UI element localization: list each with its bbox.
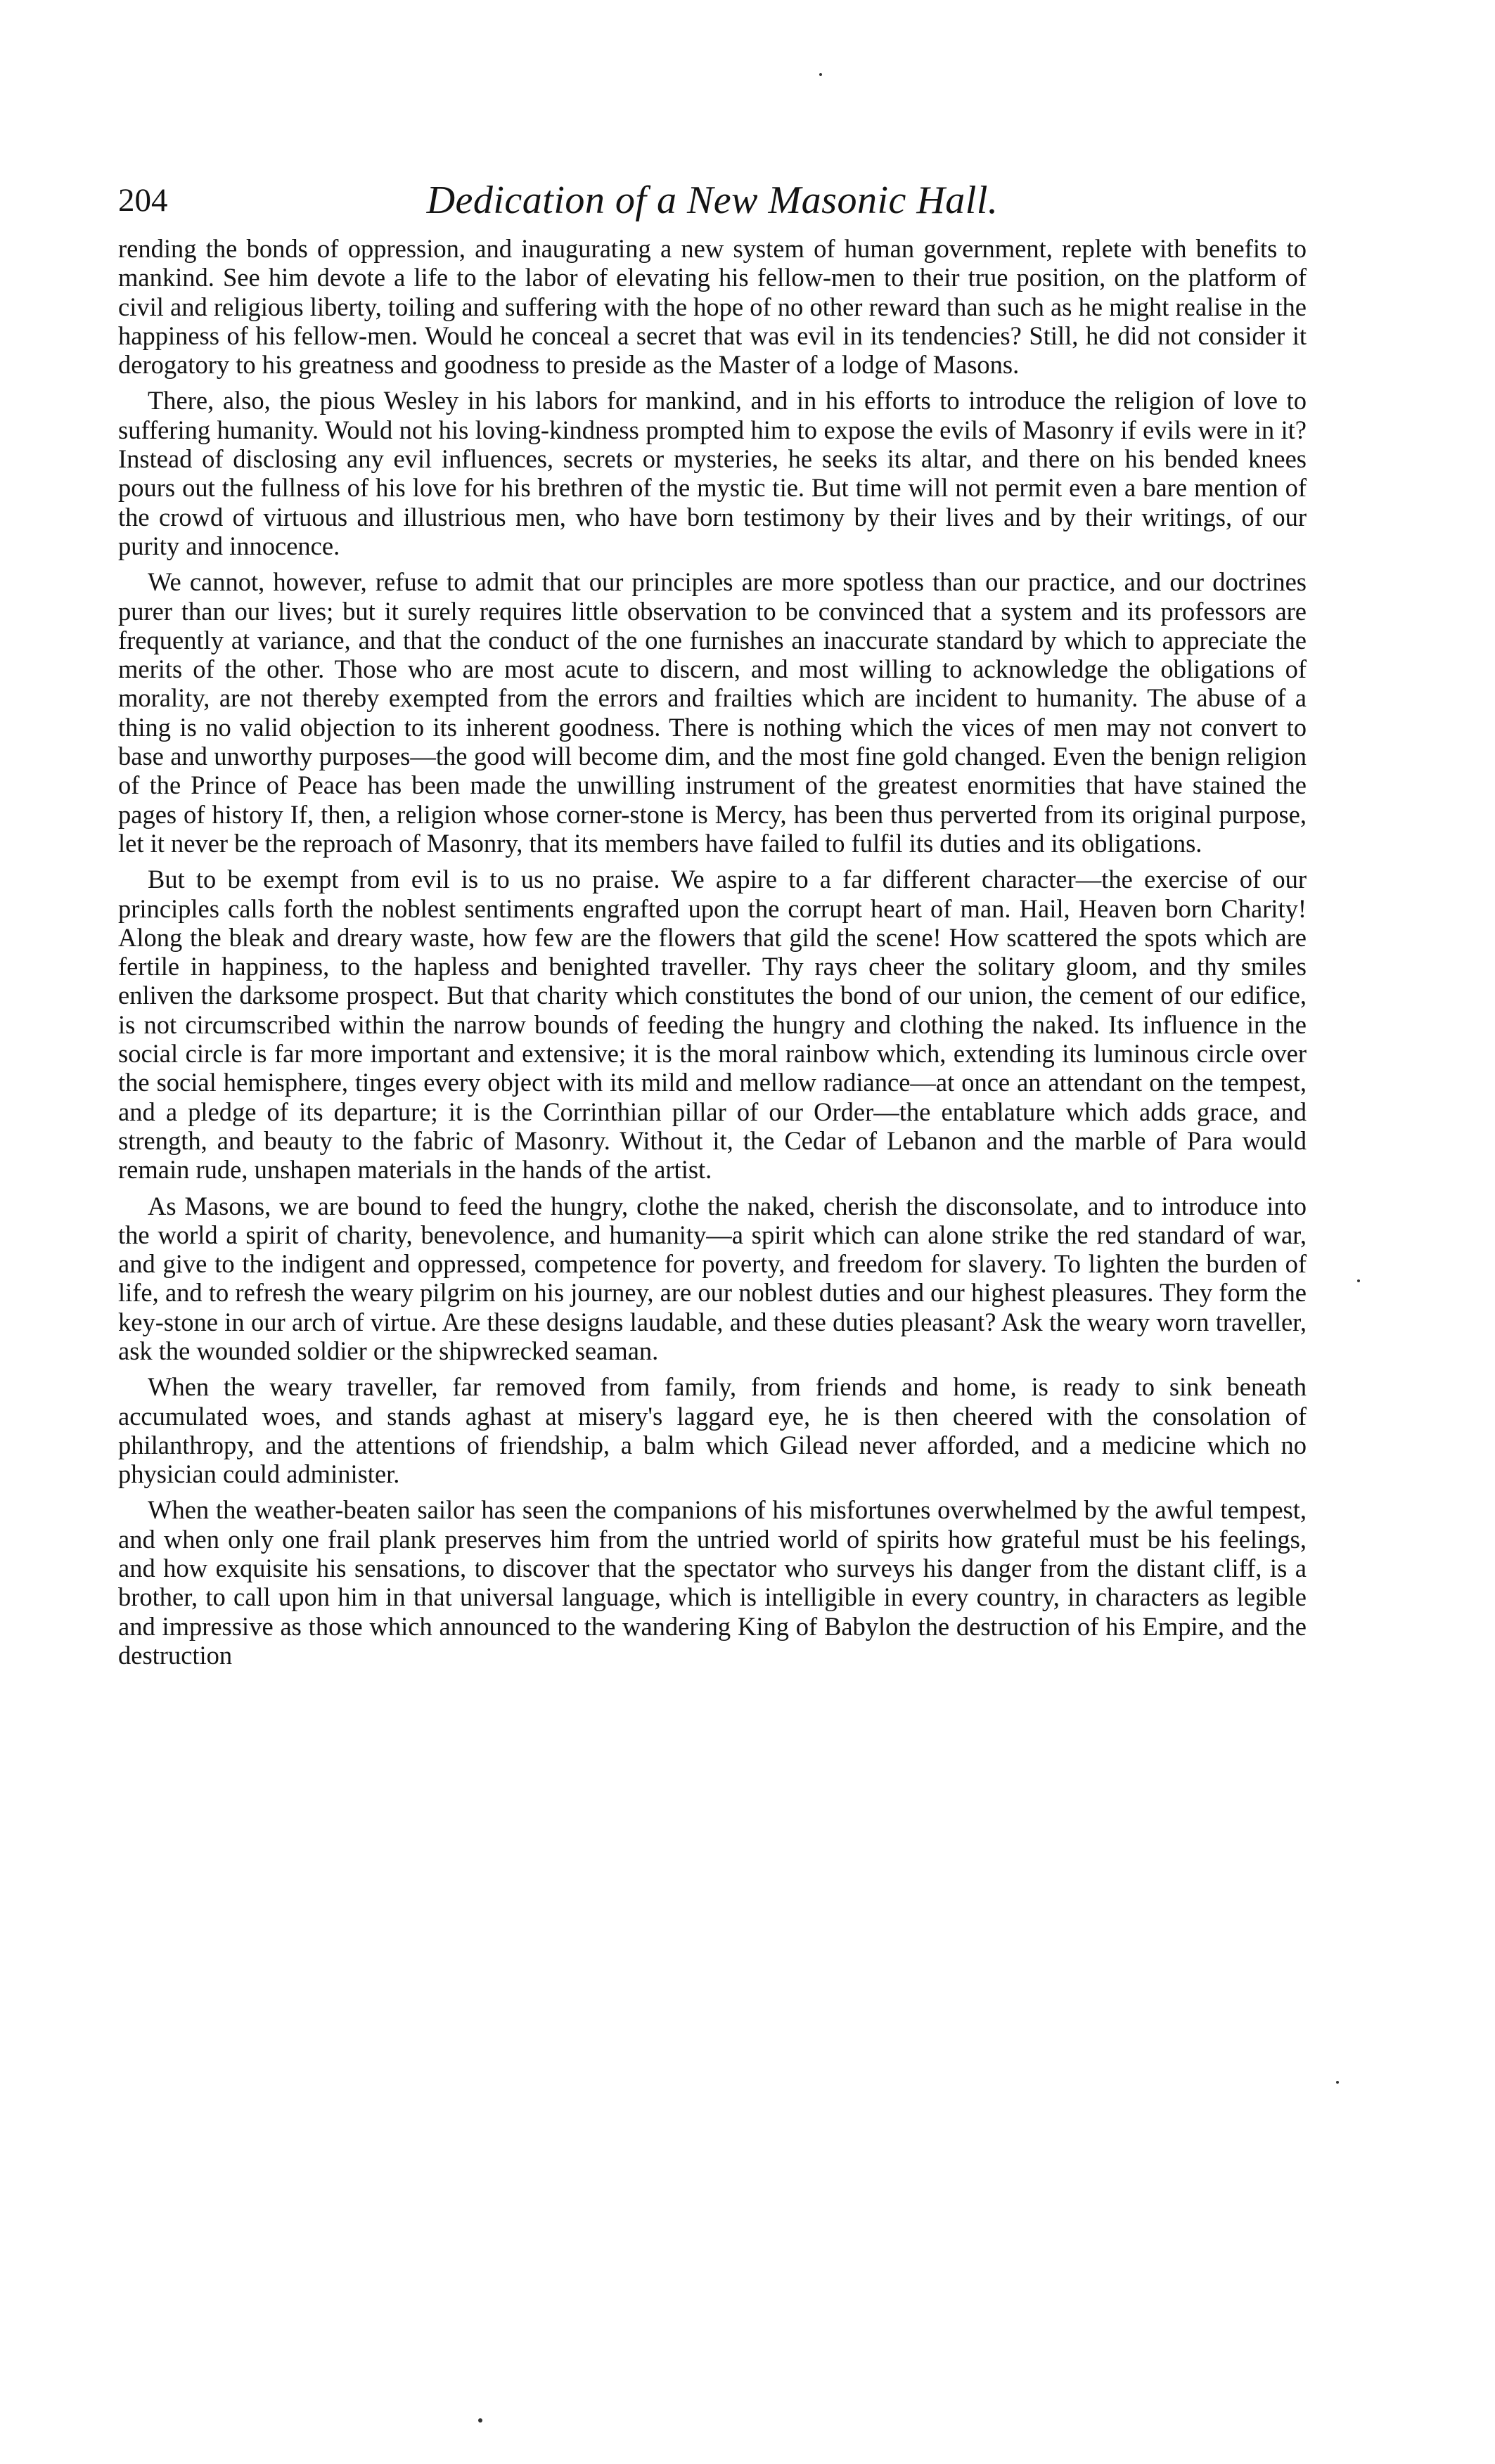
running-title: Dedication of a New Masonic Hall. bbox=[426, 179, 999, 222]
page-number: 204 bbox=[118, 182, 168, 219]
paragraph-4: But to be exempt from evil is to us no praise. We aspire to a far different character—the exercise of our principles calls forth the noblest sentiments engrafted upon the corrupt heart of man. Hail, Heaven born Charity! Along the bleak and dreary waste, how few are the flowers that gild the scene! How scattered the spots which are fertile in happiness, to the hapless and benighted traveller. Thy rays cheer the solitary gloom, and thy smiles enliven the darksome prospect. But that charity which constitutes the bond of our union, the cement of our edifice, is not circumscribed within the narrow bounds of feeding the hungry and clothing the naked. Its influence in the social circle is far more important and extensive; it is the moral rainbow which, extending its luminous circle over the social hemisphere, tinges every object with its mild and mellow radiance—at once an attendant on the tempest, and a pledge of its departure; it is the Corrinthian pillar of our Order—the entablature which adds grace, and strength, and beauty to the fabric of Masonry. Without it, the Cedar of Lebanon and the marble of Para would remain rude, unshapen materials in the hands of the artist. bbox=[118, 865, 1307, 1185]
paragraph-7: When the weather-beaten sailor has seen the companions of his misfortunes overwhelmed by the awful tempest, and when only one frail plank preserves him from the untried world of spirits how grateful must be his feelings, and how exquisite his sensations, to discover that the spectator who surveys his danger from the distant cliff, is a brother, to call upon him in that universal language, which is intelligible in every country, in characters as legible and impressive as those which announced to the wandering King of Babylon the destruction of his Empire, and the destruction bbox=[118, 1495, 1307, 1670]
page-speck-right-2 bbox=[1336, 2081, 1339, 2084]
paragraph-1: rending the bonds of oppression, and inaugurating a new system of human government, replete with benefits to mankind. See him devote a life to the labor of elevating his fellow-men to their true position, on the platform of civil and religious liberty, toiling and suffering with the hope of no other reward than such as he might realise in the happiness of his fellow-men. Would he conceal a secret that was evil in its tendencies? Still, he did not consider it derogatory to his greatness and goodness to preside as the Master of a lodge of Masons. bbox=[118, 234, 1307, 380]
paragraph-3: We cannot, however, refuse to admit that our principles are more spotless than our practice, and our doctrines purer than our lives; but it surely requires little observation to be convinced that a system and its professors are frequently at variance, and that the conduct of the one furnishes an inaccurate standard by which to appreciate the merits of the other. Those who are most acute to discern, and most willing to acknowledge the obligations of morality, are not thereby exempted from the errors and frailties which are incident to humanity. The abuse of a thing is no valid objection to its inherent goodness. There is nothing which the vices of men may not convert to base and unworthy purposes—the good will become dim, and the most fine gold changed. Even the benign religion of the Prince of Peace has been made the unwilling instrument of the greatest enormities that have stained the pages of history If, then, a religion whose corner-stone is Mercy, has been thus perverted from its original purpose, let it never be the reproach of Masonry, that its members have failed to fulfil its duties and its obligations. bbox=[118, 567, 1307, 858]
paragraph-2: There, also, the pious Wesley in his labors for mankind, and in his efforts to introduce the religion of love to suffering humanity. Would not his loving-kindness prompted him to expose the evils of Masonry if evils were in it? Instead of disclosing any evil influences, secrets or mysteries, he seeks its altar, and there on his bended knees pours out the fullness of his love for his brethren of the mystic tie. But time will not permit even a bare mention of the crowd of virtuous and illustrious men, who have born testimony by their lives and by their writings, of our purity and innocence. bbox=[118, 386, 1307, 560]
page-header bbox=[118, 172, 1307, 228]
paragraph-6: When the weary traveller, far removed from family, from friends and home, is ready to sink beneath accumulated woes, and stands aghast at misery's laggard eye, he is then cheered with the consolation of philanthropy, and the attentions of friendship, a balm which Gilead never afforded, and a medicine which no physician could administer. bbox=[118, 1372, 1307, 1489]
paragraph-5: As Masons, we are bound to feed the hungry, clothe the naked, cherish the disconsolate, and to introduce into the world a spirit of charity, benevolence, and humanity—a spirit which can alone strike the red standard of war, and give to the indigent and oppressed, competence for poverty, and freedom for slavery. To lighten the burden of life, and to refresh the weary pilgrim on his journey, are our noblest duties and our highest pleasures. They form the key-stone in our arch of virtue. Are these designs laudable, and these duties pleasant? Ask the weary worn traveller, ask the wounded soldier or the shipwrecked seaman. bbox=[118, 1191, 1307, 1365]
page-speck-right-1 bbox=[1357, 1279, 1360, 1282]
book-page bbox=[118, 0, 1307, 2464]
body-text bbox=[118, 234, 1307, 1677]
